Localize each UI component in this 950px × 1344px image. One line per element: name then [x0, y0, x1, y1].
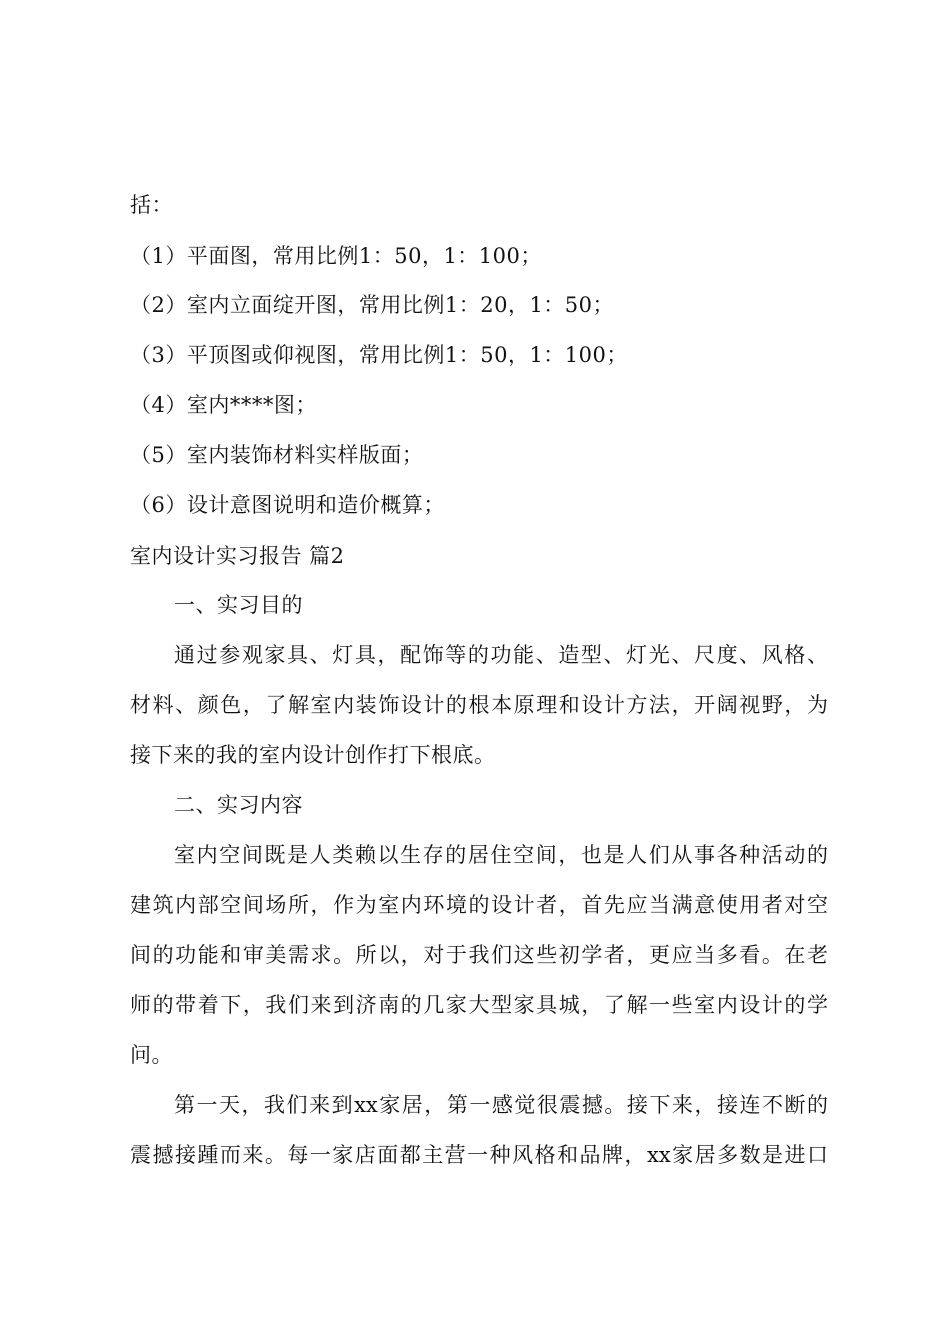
paragraph-line: 震撼接踵而来。每一家店面都主营一种风格和品牌，xx家居多数是进口 [130, 1143, 828, 1167]
list-item-6: （6）设计意图说明和造价概算； [130, 493, 445, 517]
paragraph-line: 问。 [130, 1043, 173, 1067]
paragraph-line: 材料、颜色，了解室内装饰设计的根本原理和设计方法，开阔视野，为 [130, 693, 828, 717]
list-item-1: （1）平面图，常用比例1：50，1：100； [130, 244, 542, 268]
paragraph-line: 第一天，我们来到xx家居，第一感觉很震撼。接下来，接连不断的 [174, 1093, 828, 1117]
heading-content: 二、实习内容 [174, 793, 303, 817]
paragraph-line: 间的功能和审美需求。所以，对于我们这些初学者，更应当多看。在老 [130, 943, 828, 967]
list-item-5: （5）室内装饰材料实样版面； [130, 443, 424, 467]
list-item-4: （4）室内****图； [130, 393, 317, 417]
paragraph-line: 通过参观家具、灯具，配饰等的功能、造型、灯光、尺度、风格、 [174, 643, 828, 667]
paragraph-line: 建筑内部空间场所，作为室内环境的设计者，首先应当满意使用者对空 [130, 893, 828, 917]
list-item-3: （3）平顶图或仰视图，常用比例1：50，1：100； [130, 343, 628, 367]
intro-tail-text: 括： [130, 193, 173, 217]
list-item-2: （2）室内立面绽开图，常用比例1：20，1：50； [130, 293, 615, 317]
section-title: 室内设计实习报告 篇2 [130, 544, 345, 568]
paragraph-line: 接下来的我的室内设计创作打下根底。 [130, 743, 496, 767]
heading-purpose: 一、实习目的 [174, 593, 303, 617]
paragraph-line: 师的带着下，我们来到济南的几家大型家具城，了解一些室内设计的学 [130, 993, 828, 1017]
paragraph-line: 室内空间既是人类赖以生存的居住空间，也是人们从事各种活动的 [174, 843, 828, 867]
